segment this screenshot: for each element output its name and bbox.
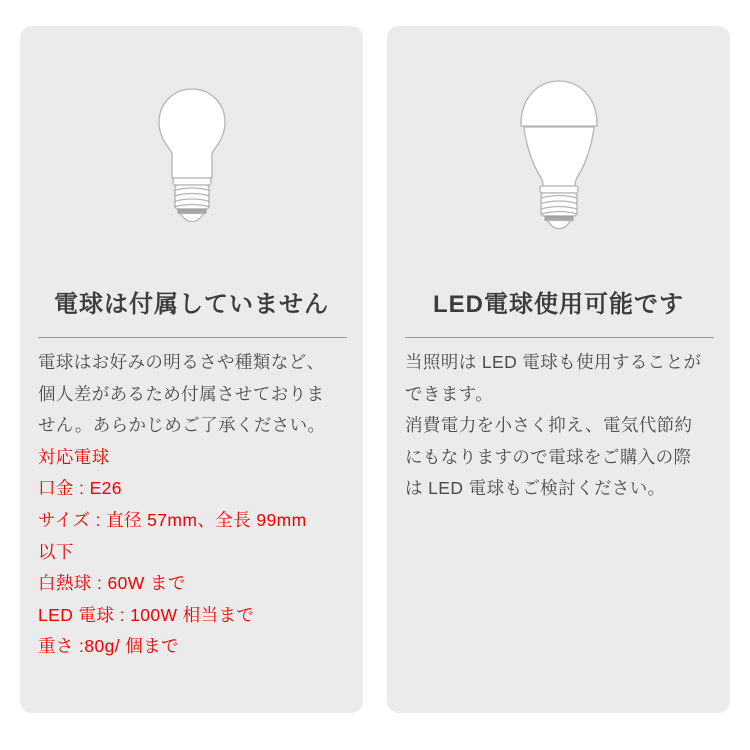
body-line: 白熱球 : 60W まで xyxy=(38,573,186,594)
body-line: にもなりますので電球をご購入の際 xyxy=(405,446,692,467)
panel-title: LED電球使用可能です xyxy=(433,291,684,318)
body-line: 対応電球 xyxy=(38,446,110,467)
body-line: できます。 xyxy=(405,383,494,404)
body-line: 当照明は LED 電球も使用することが xyxy=(405,352,702,372)
led-bulb-icon xyxy=(520,80,598,237)
body-line: は LED 電球もご検討ください。 xyxy=(405,478,666,499)
body-line: 以下 xyxy=(38,541,74,562)
body-line: LED 電球 : 100W 相当まで xyxy=(38,604,255,625)
body-line: 電球はお好みの明るさや種類など、 xyxy=(38,352,325,372)
panel-led-usable xyxy=(387,26,730,713)
body-line: 個人差があるため付属させておりま xyxy=(38,383,325,404)
panel-title: 電球は付属していません xyxy=(54,291,329,318)
body-line: 消費電力を小さく抑え、電気代節約 xyxy=(405,415,693,436)
panel-bulb-not-included xyxy=(20,26,363,713)
divider xyxy=(405,337,714,338)
panel-body xyxy=(405,347,722,505)
incandescent-bulb-icon xyxy=(158,88,226,227)
panel-body xyxy=(38,347,355,663)
body-line: 重さ :80g/ 個まで xyxy=(38,636,179,657)
body-line: 口金 : E26 xyxy=(38,478,122,499)
body-line: サイズ : 直径 57mm、全長 99mm xyxy=(38,509,307,530)
body-line: せん。あらかじめご了承ください。 xyxy=(38,415,326,436)
divider xyxy=(38,337,347,338)
